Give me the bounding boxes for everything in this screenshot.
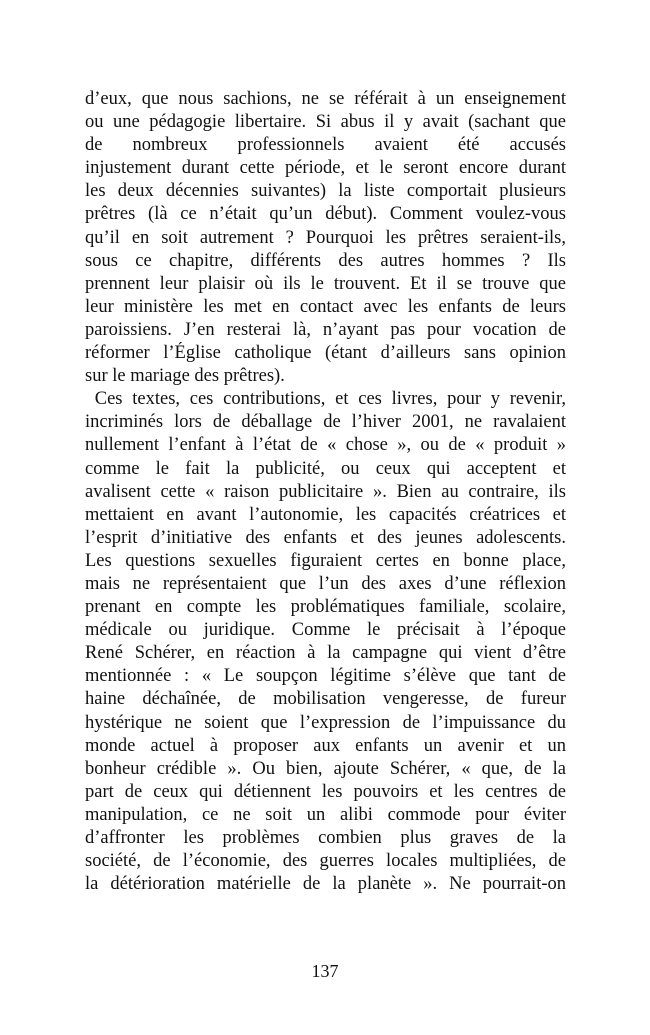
text-line: Les questions sexuelles figuraient certes en bonne place,: [85, 550, 566, 571]
text-line: les deux décennies suivantes) la liste comportait plusieurs: [85, 181, 566, 202]
text-line: d’eux, que nous sachions, ne se référait à un enseignement: [85, 89, 566, 109]
text-line: incriminés lors de déballage de l’hiver 2001, ne ravalaient: [85, 412, 566, 433]
text-line: de nombreux professionnels avaient été accusés: [85, 135, 566, 156]
text-line: nullement l’enfant à l’état de « chose », ou de « produit »: [85, 435, 566, 456]
text-line: réformer l’Église catholique (étant d’ailleurs sans opinion: [85, 343, 566, 364]
text-line: d’affronter les problèmes combien plus graves de la: [85, 828, 566, 848]
body-text: [85, 88, 566, 896]
text-line: bonheur crédible ». Ou bien, ajoute Schérer, « que, de la: [85, 758, 566, 779]
text-line: paroissiens. J’en resterai là, n’ayant pas pour vocation de: [85, 319, 566, 340]
text-line: leur ministère les met en contact avec les enfants de leurs: [85, 296, 566, 317]
text-line: sur le mariage des prêtres).: [85, 366, 285, 387]
text-line: prennent leur plaisir où ils le trouvent. Et il se trouve que: [85, 273, 566, 294]
text-line: injustement durant cette période, et le seront encore durant: [85, 158, 566, 179]
text-line: la détérioration matérielle de la planète ». Ne pourrait-on: [85, 874, 566, 895]
text-line: monde actuel à proposer aux enfants un avenir et un: [85, 735, 566, 756]
text-line: ou une pédagogie libertaire. Si abus il y avait (sachant que: [85, 112, 566, 133]
text-line: qu’il en soit autrement ? Pourquoi les prêtres seraient-ils,: [85, 227, 566, 248]
text-line: société, de l’économie, des guerres locales multipliées, de: [85, 851, 566, 872]
text-line: hystérique ne soient que l’expression de l’impuissance du: [85, 712, 566, 733]
text-line: l’esprit d’initiative des enfants et des jeunes adolescents.: [85, 527, 566, 548]
text-line: René Schérer, en réaction à la campagne qui vient d’être: [85, 643, 566, 664]
text-line: haine déchaînée, de mobilisation vengeresse, de fureur: [85, 689, 566, 710]
text-line: mais ne représentaient que l’un des axes d’une réflexion: [85, 573, 566, 594]
text-line: mettaient en avant l’autonomie, les capacités créatrices et: [85, 504, 566, 525]
page-number: 137: [311, 961, 339, 981]
text-line: part de ceux qui détiennent les pouvoirs et les centres de: [85, 781, 566, 802]
text-line: comme le fait la publicité, ou ceux qui acceptent et: [85, 458, 566, 479]
text-line: sous ce chapitre, différents des autres hommes ? Ils: [85, 250, 566, 271]
text-line: mentionnée : « Le soupçon légitime s’élève que tant de: [85, 666, 566, 687]
text-line: Ces textes, ces contributions, et ces livres, pour y revenir,: [85, 389, 566, 410]
text-line: avalisent cette « raison publicitaire ». Bien au contraire, ils: [85, 481, 566, 502]
text-line: médicale ou juridique. Comme le précisait à l’époque: [85, 620, 566, 641]
text-line: prenant en compte les problématiques familiale, scolaire,: [85, 597, 566, 618]
text-line: prêtres (là ce n’était qu’un début). Comment voulez-vous: [85, 204, 566, 225]
text-line: manipulation, ce ne soit un alibi commode pour éviter: [85, 804, 566, 825]
